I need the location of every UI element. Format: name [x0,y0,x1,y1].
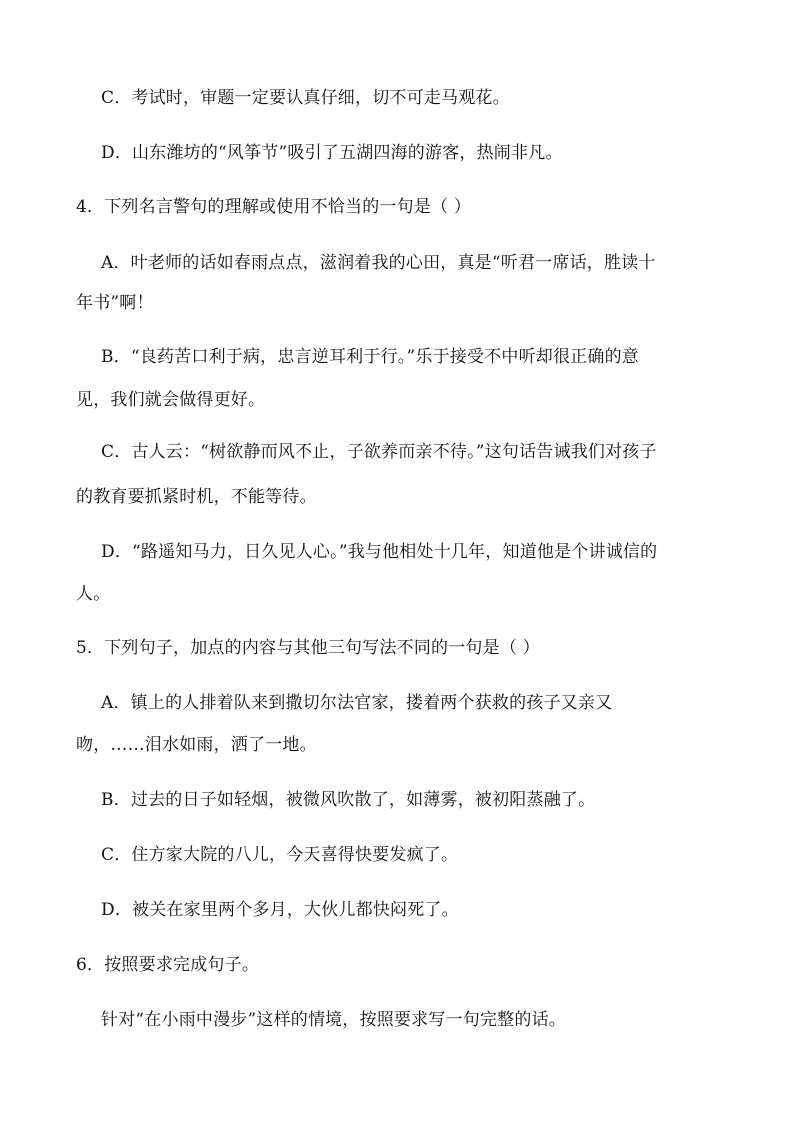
question-6-instruction: 针对“在小雨中漫步”这样的情境，按照要求写一句完整的话。 [101,1010,566,1030]
q5-option-a-line1: A．镇上的人排着队来到撒切尔法官家，搂着两个获救的孩子又亲又 [101,693,613,713]
q4-option-d-line1: D．“路遥知马力，日久见人心。”我与他相处十几年，知道他是个讲诚信的 [101,542,658,562]
q5-option-a-line2: 吻，……泪水如雨，洒了一地。 [76,735,317,755]
q3-option-d: D．山东潍坊的“风筝节”吸引了五湖四海的游客，热闹非凡。 [101,143,563,163]
q4-option-c-line1: C．古人云：“树欲静而风不止，子欲养而亲不待。”这句话告诫我们对孩子 [101,442,657,462]
q5-option-d: D．被关在家里两个多月，大伙儿都快闷死了。 [101,900,459,920]
question-6-stem: 6．按照要求完成句子。 [76,955,260,975]
q3-option-c: C．考试时，审题一定要认真仔细，切不可走马观花。 [101,88,510,108]
question-5-stem: 5．下列句子，加点的内容与其他三句写法不同的一句是（ ） [76,638,540,658]
q4-option-b-line1: B．“良药苦口利于病，忠言逆耳利于行。”乐于接受不中听却很正确的意 [101,347,639,367]
q4-option-a-line1: A．叶老师的话如春雨点点，滋润着我的心田，真是“听君一席话，胜读十 [101,253,656,273]
q4-option-d-line2: 人。 [76,584,111,604]
q5-option-b: B．过去的日子如轻烟，被微风吹散了，如薄雾，被初阳蒸融了。 [101,790,596,810]
q4-option-b-line2: 见，我们就会做得更好。 [76,390,266,410]
q4-option-c-line2: 的教育要抓紧时机，不能等待。 [76,487,317,507]
question-4-stem: 4．下列名言警句的理解或使用不恰当的一句是（ ） [76,197,472,217]
q5-option-c: C．住方家大院的八儿，今天喜得快要发疯了。 [101,845,459,865]
q4-option-a-line2: 年书”啊！ [76,293,154,313]
